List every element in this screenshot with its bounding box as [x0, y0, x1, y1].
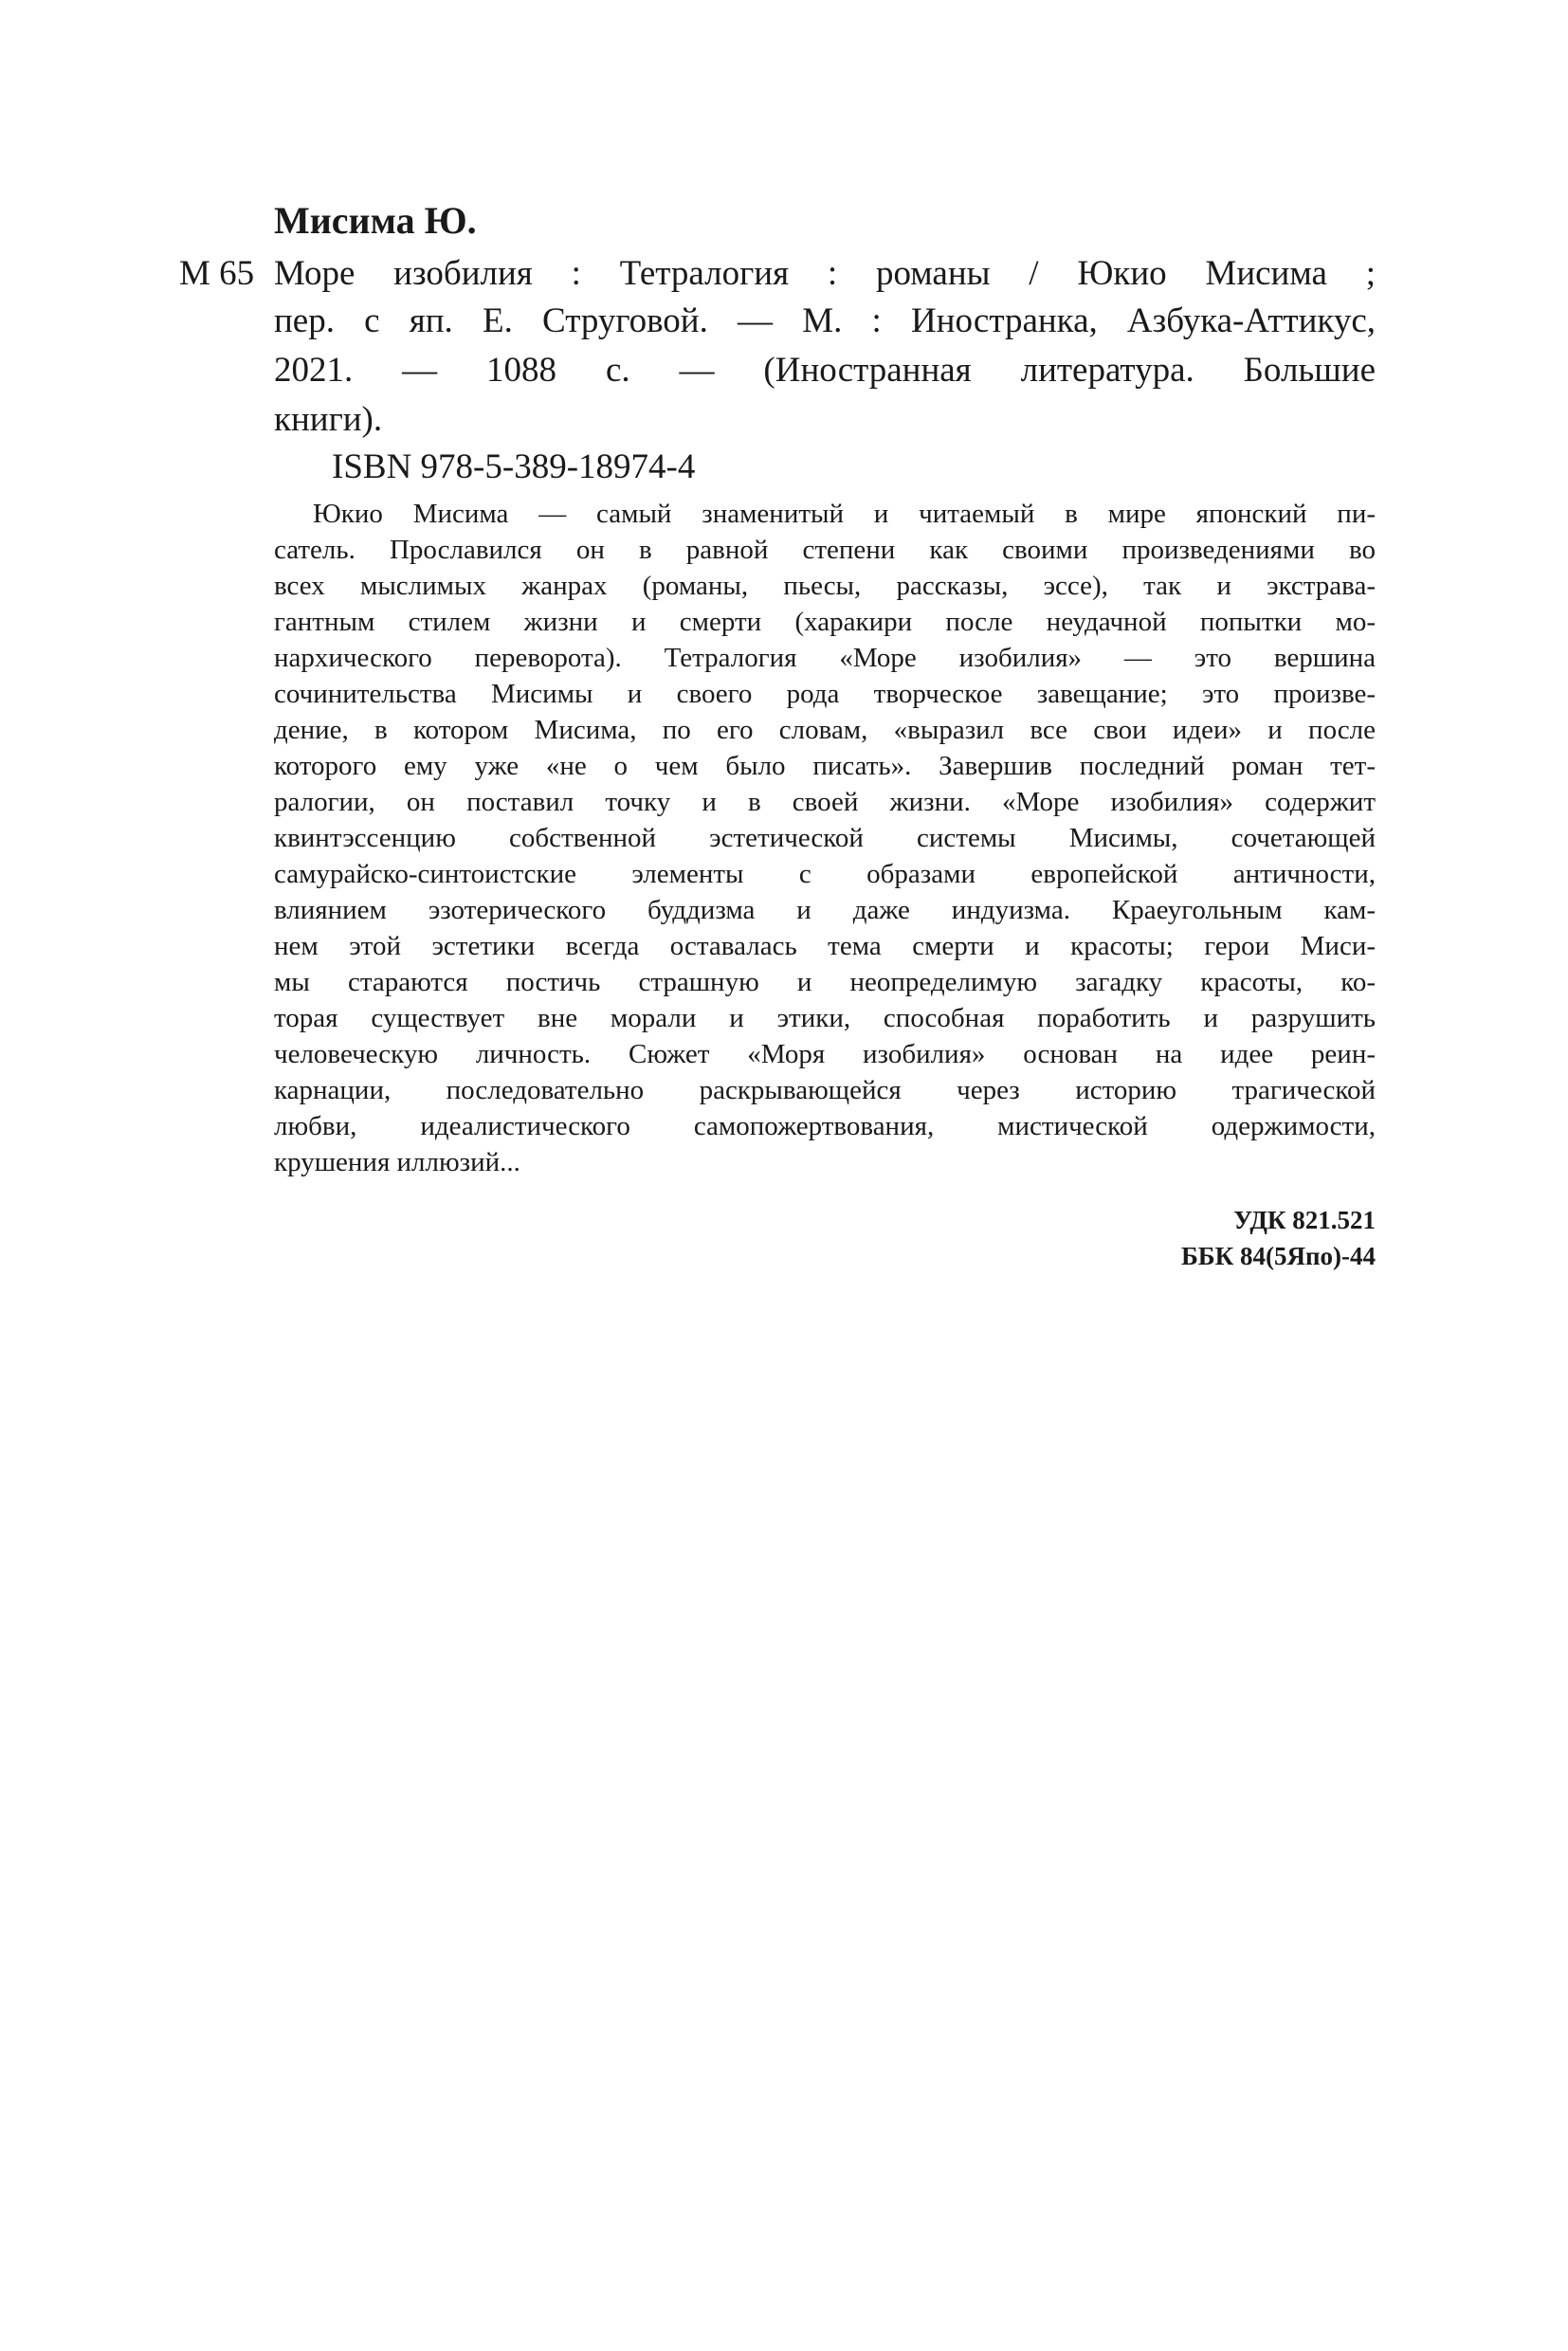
annotation-line: любви, идеалистического самопожертвования, мистической одержимости, — [274, 1111, 1376, 1141]
annotation-line: мы стараются постичь страшную и неопределимую загадку красоты, ко- — [274, 967, 1376, 997]
annotation-line: карнации, последовательно раскрывающейся через историю трагической — [274, 1075, 1376, 1105]
bibliographic-line: 2021. — 1088 с. — (Иностранная литература. Большие — [274, 351, 1376, 390]
annotation-line: сатель. Прославился он в равной степени как своими произведениями во — [274, 535, 1376, 565]
annotation-line: всех мыслимых жанрах (романы, пьесы, рассказы, эссе), так и экстрава- — [274, 571, 1376, 601]
annotation-line: ралогии, он поставил точку и в своей жизни. «Море изобилия» содержит — [274, 787, 1376, 817]
annotation-line: влиянием эзотерического буддизма и даже индуизма. Краеугольным кам- — [274, 895, 1376, 925]
annotation-line: дение, в котором Мисима, по его словам, «выразил все свои идеи» и после — [274, 715, 1376, 745]
annotation-line: нархического переворота). Тетралогия «Море изобилия» — это вершина — [274, 643, 1376, 673]
catalog-code: М 65 — [179, 254, 255, 293]
annotation-line: нем этой эстетики всегда оставалась тема смерти и красоты; герои Миси- — [274, 931, 1376, 961]
bbk-code: ББК 84(5Япо)-44 — [1180, 1242, 1376, 1270]
annotation-line: человеческую личность. Сюжет «Моря изобилия» основан на идее реин- — [274, 1039, 1376, 1069]
annotation-line: торая существует вне морали и этики, способная поработить и разрушить — [274, 1003, 1376, 1033]
author-name: Мисима Ю. — [274, 199, 477, 242]
annotation-line: Юкио Мисима — самый знаменитый и читаемый в мире японский пи- — [313, 499, 1376, 529]
bibliographic-line: пер. с яп. Е. Струговой. — М. : Иностранка, Азбука-Аттикус, — [274, 301, 1376, 340]
udk-code: УДК 821.521 — [1233, 1206, 1376, 1234]
bibliographic-line: книги). — [274, 400, 383, 439]
annotation-line: сочинительства Мисимы и своего рода творческое завещание; это произве- — [274, 679, 1376, 709]
annotation-line: самурайско-синтоистские элементы с образами европейской античности, — [274, 859, 1376, 889]
isbn: ISBN 978-5-389-18974-4 — [332, 447, 696, 486]
bibliographic-line: Море изобилия : Тетралогия : романы / Юкио Мисима ; — [274, 254, 1376, 293]
annotation-line: крушения иллюзий... — [274, 1147, 520, 1177]
annotation-line: которого ему уже «не о чем было писать». Завершив последний роман тет- — [274, 751, 1376, 781]
annotation-line: гантным стилем жизни и смерти (харакири после неудачной попытки мо- — [274, 607, 1376, 637]
annotation-line: квинтэссенцию собственной эстетической системы Мисимы, сочетающей — [274, 823, 1376, 853]
